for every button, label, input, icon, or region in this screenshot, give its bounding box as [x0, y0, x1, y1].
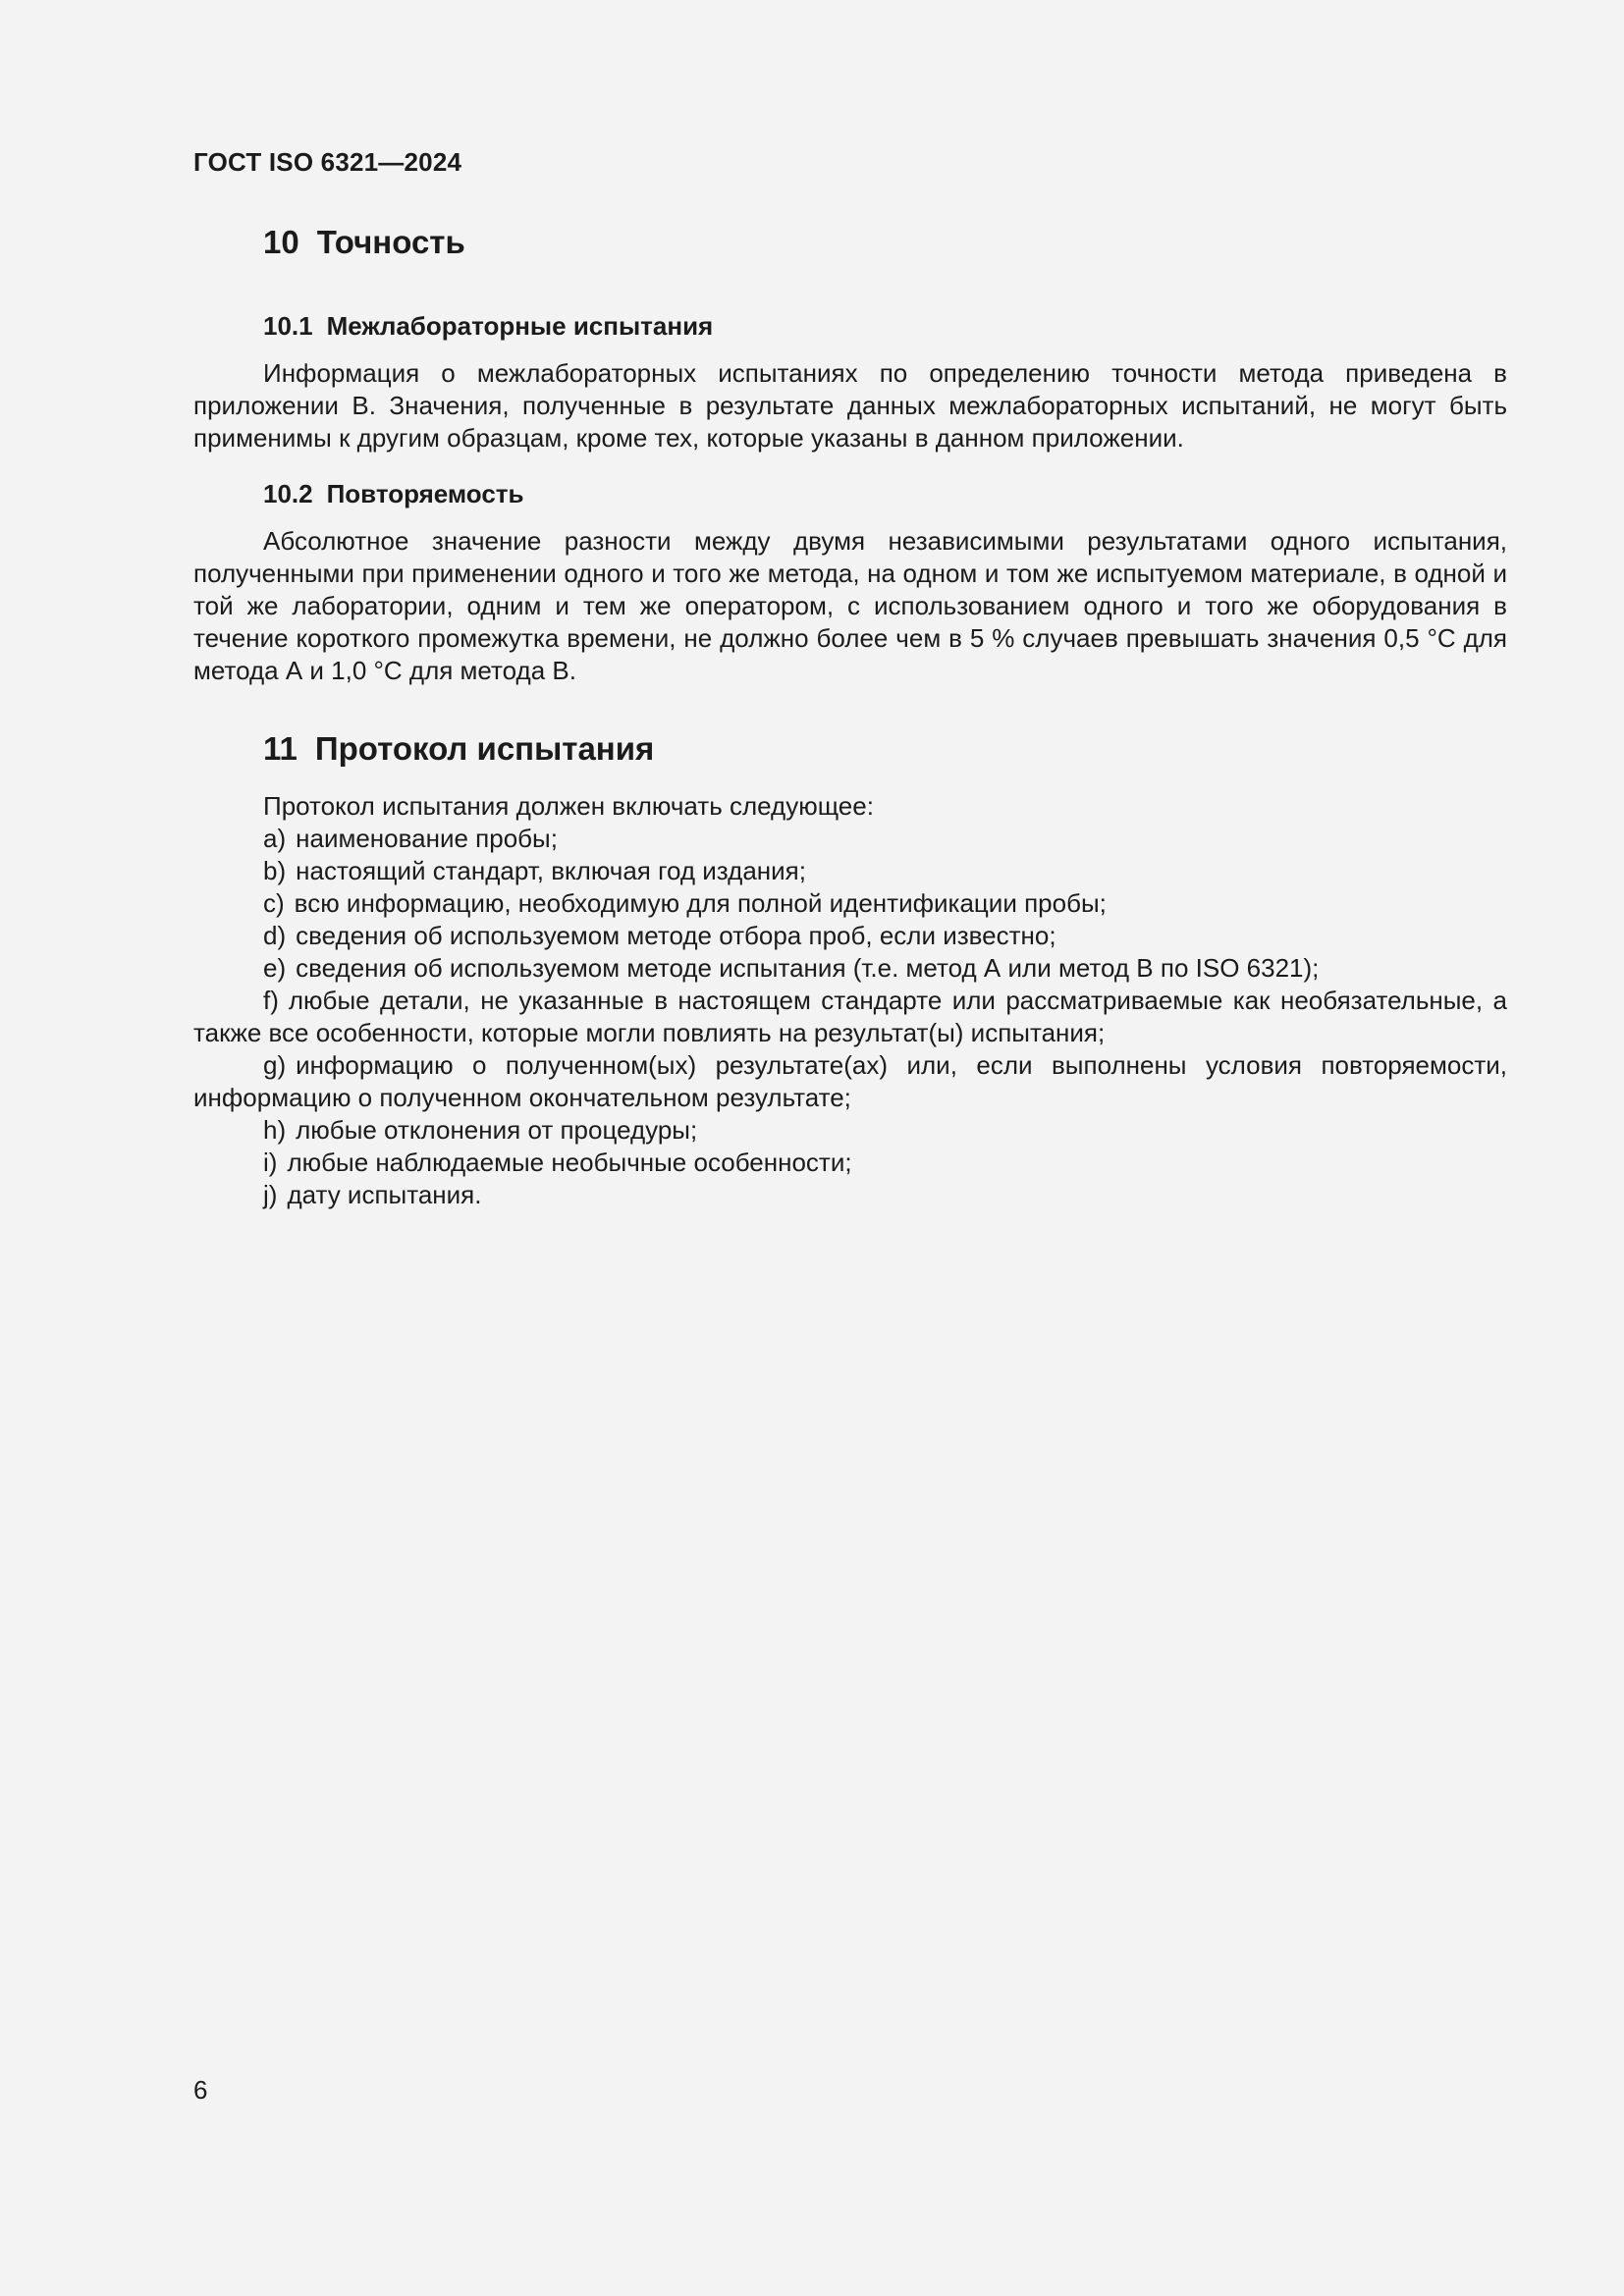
section-10-heading [263, 224, 465, 261]
section-10-1-paragraph: Информация о межлабораторных испытаниях по определению точности метода приведена в приложении В. Значения, полученные в результате данных межлабораторных испытаний, не могут быть применимы к другим образцам, кроме тех, которые указаны в данном приложении. [193, 358, 1507, 453]
list-item-marker: i) [263, 1148, 278, 1177]
list-item-marker: h) [263, 1115, 287, 1145]
list-item-text: наименование пробы; [296, 824, 558, 853]
report-items-list [193, 790, 1507, 1211]
section-10-2-title: Повторяемость [326, 479, 524, 508]
list-item [193, 855, 1507, 887]
list-item-text: сведения об используемом методе испытания (т.е. метод А или метод В по ISO 6321); [296, 953, 1320, 983]
list-item-marker: a) [263, 824, 287, 853]
list-item-text: любые отклонения от процедуры; [296, 1115, 698, 1145]
list-item-text: информацию о полученном(ых) результате(ах) или, если выполнены условия повторяемости, информацию о полученном окончательном результате; [193, 1050, 1507, 1112]
section-11-heading [263, 730, 654, 768]
section-10-1-number: 10.1 [263, 311, 313, 341]
list-item [193, 823, 1507, 855]
page-number: 6 [193, 2075, 208, 2105]
list-item [193, 1147, 1507, 1179]
section-10-2-heading [263, 479, 524, 509]
section-10-2-paragraph: Абсолютное значение разности между двумя независимыми результатами одного испытания, полученными при применении одного и того же метода, на одном и том же испытуемом материале, в одной и той же лаборатории, одним и тем же оператором, с использованием одного и того же оборудования в течение короткого промежутка времени, не должно более чем в 5 % случаев превышать значения 0,5 °С для метода А и 1,0 °С для метода В. [193, 526, 1507, 685]
section-10-1-heading [263, 311, 713, 342]
list-item-marker: e) [263, 953, 287, 983]
list-item-text: дату испытания. [287, 1180, 482, 1209]
list-item-text: сведения об используемом методе отбора проб, если известно; [296, 921, 1056, 950]
list-item-marker: f) [263, 986, 279, 1015]
section-11-number: 11 [263, 730, 298, 767]
section-10-1-title: Межлабораторные испытания [326, 311, 714, 341]
list-item-text: настоящий стандарт, включая год издания; [296, 856, 806, 885]
section-11-title: Протокол испытания [314, 730, 655, 767]
list-item-text: всю информацию, необходимую для полной идентификации пробы; [294, 888, 1107, 918]
section-10-2-number: 10.2 [263, 479, 313, 508]
list-item-marker: j) [263, 1180, 278, 1209]
list-item-marker: d) [263, 921, 287, 950]
list-item [193, 952, 1507, 985]
list-item [193, 985, 1507, 1049]
list-item-text: любые наблюдаемые необычные особенности; [287, 1148, 852, 1177]
list-item-marker: b) [263, 856, 287, 885]
section-10-number: 10 [263, 224, 299, 260]
list-item-marker: g) [263, 1050, 287, 1080]
list-item [193, 1179, 1507, 1211]
section-10-title: Точность [316, 224, 465, 260]
list-item [193, 887, 1507, 920]
list-item [193, 1049, 1507, 1114]
report-list-intro: Протокол испытания должен включать следующее: [263, 791, 874, 821]
list-item-text: любые детали, не указанные в настоящем стандарте или рассматриваемые как необязательные, а также все особенности, которые могли повлиять на результат(ы) испытания; [193, 986, 1507, 1047]
list-item-marker: c) [263, 888, 285, 918]
document-header: ГОСТ ISO 6321—2024 [193, 147, 462, 177]
list-item [193, 1114, 1507, 1147]
list-item [193, 920, 1507, 952]
